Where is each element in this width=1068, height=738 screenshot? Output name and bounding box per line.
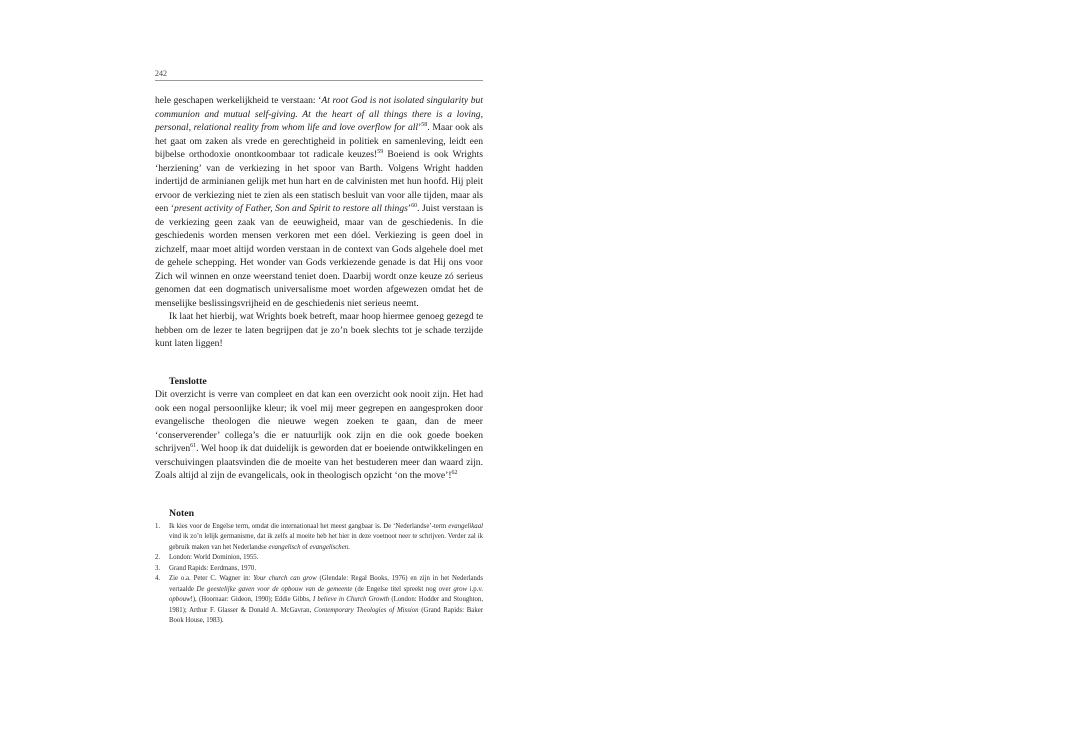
footnote-text	[169, 523, 483, 551]
italic-text: evangelischen	[309, 543, 349, 551]
italic-text: opbouw	[169, 596, 191, 603]
text-run: vind ik zo’n lelijk germanisme, dat ik zelfs al moeite heb het hier in deze voetnoot neer te schrijven. Verder zal ik gebruik maken van het Nederlandse	[169, 533, 483, 551]
body-paragraph	[155, 94, 483, 310]
footnote	[155, 574, 483, 627]
footnote-ref: 60	[411, 203, 418, 209]
footnote-number: 4.	[155, 575, 161, 582]
italic-text: evangelisch	[268, 543, 301, 551]
footnote-ref: 58	[421, 122, 428, 128]
footnote	[155, 564, 483, 575]
footnote-number: 3.	[155, 564, 161, 572]
notes-heading: Noten	[169, 507, 195, 519]
text-run: Grand Rapids: Eerdmans, 1970.	[169, 564, 257, 572]
text-run: (London: Hodder and Stoughton, 1981); Arthur F. Glasser & Donald A. McGavran,	[169, 596, 484, 614]
text-run: . Juist verstaan is de verkiezing geen zaak van de eeuwigheid, maar van de geschiedenis. In die geschiedenis worden mensen verkoren met een dóel. Verkiezing is geen doel in zichzelf, maar moet altijd worden verstaan in de context van Gods algehele doel met de gehele schepping. Het wonder van Gods verkiezende genade is dat Hij ons voor Zich wil winnen en onze weerstand teniet doen. Daarbij wordt onze keuze zó serieus genomen dat een dogmatisch universalisme moet worden afgewezen omdat het de menselijke beslissingsvrijheid en de geschiedenis niet serieus neemt.	[155, 203, 483, 309]
italic-text: Contemporary Theologies of Mission	[314, 606, 419, 614]
footnote-ref: 61	[190, 443, 197, 449]
footnote-number: 2.	[155, 554, 161, 561]
text-run: . Wel hoop ik dat duidelijk is geworden dat er boeiende ontwikkelingen en verschuivingen plaatsvinden die de moeite van het bestuderen meer dan waard zijn. Zoals altijd al zijn de evangelicals, ook in theologisch opzicht ‘on the move’!	[155, 443, 483, 481]
italic-text: I believe in Church Growth	[312, 596, 390, 603]
footnote-list	[155, 522, 483, 627]
body-paragraph	[155, 310, 483, 351]
text-run: Ik laat het hierbij, wat Wrights boek betreft, maar hoop hiermee genoeg gezegd te hebben om de lezer te laten begrijpen dat je zo’n boek slechts tot je schade terzijde kunt laten liggen!	[155, 311, 483, 349]
text-run: i.p.v.	[467, 585, 484, 593]
text-run: hele geschapen werkelijkheid te verstaan: ‘	[155, 95, 322, 106]
italic-text: At root God is not isolated singularity but communion and mutual self-giving. At the heart of all things there is a loving, personal, relational reality from whom life and love overflow for all	[155, 95, 484, 133]
section-heading: Tenslotte	[169, 375, 207, 387]
italic-text: De geestelijke gaven voor de opbouw van de gemeente	[196, 585, 353, 593]
footnote-ref: 62	[451, 470, 458, 476]
text-run: . Maar ook als het gaat om zaken als vrede en gerechtigheid in politiek en samenleving, leidt een bijbelse orthodoxie onontkoombaar tot radicale keuzes!	[155, 122, 484, 160]
italic-text: evangelikaal	[448, 522, 483, 530]
italic-text: grow	[453, 585, 468, 593]
italic-text: Your church can grow	[253, 575, 317, 582]
italic-text: present activity of Father, Son and Spirit to restore all things	[174, 203, 408, 214]
footnote-ref: 59	[377, 149, 384, 155]
body-text	[155, 94, 483, 627]
footnote-text	[169, 554, 258, 561]
text-run: London: World Dominion, 1955.	[169, 554, 259, 561]
text-run: (de Engelse titel spreekt nog over	[352, 585, 454, 593]
text-run: Boeiend is ook Wrights ‘herziening’ van de verkiezing in het spoor van Barth. Volgens Wright hadden indertijd de arminianen gelijk met hun hart en de calvinisten met hun hoofd. Hij pleit ervoor de verkiezing niet te zien als een statisch besluit van voor alle tijden, maar als een ‘	[155, 149, 483, 214]
footnote	[155, 522, 483, 554]
text-run: Zie o.a. Peter C. Wagner in:	[169, 575, 254, 582]
text-run: Dit overzicht is verre van compleet en dat kan een overzicht ook nooit zijn. Het had ook een nogal persoonlijke kleur; ik voel mij meer gegrepen en aangesproken door evangelische theologen die nieuwe wegen zoeken te gaan, dan de meer ‘conserverender’ collega’s die er natuurlijk ook zijn en die ook goede boeken schrijven	[155, 389, 483, 454]
text-run: (Grand Rapids: Baker Book House, 1983).	[169, 606, 483, 624]
text-run: ’	[418, 122, 422, 133]
text-run: Ik kies voor de Engelse term, omdat die internationaal het meest gangbaar is. De ‘Nederlandse’-term	[169, 522, 449, 530]
text-run: (Glendale: Regal Books, 1976) en zijn in het Nederlands vertaalde	[169, 575, 483, 593]
footnote-number: 1.	[155, 522, 161, 530]
section-paragraph	[155, 388, 483, 483]
text-run: of	[300, 543, 310, 551]
page-number: 242	[155, 69, 167, 78]
footnote	[155, 553, 483, 564]
text-run: .	[348, 543, 350, 551]
text-run: !), (Hoornaar: Gideon, 1990); Eddie Gibbs,	[190, 596, 313, 603]
footnote-text	[169, 565, 256, 572]
header-rule	[155, 80, 483, 81]
footnote-text	[169, 575, 483, 624]
text-run: ’	[407, 203, 412, 214]
